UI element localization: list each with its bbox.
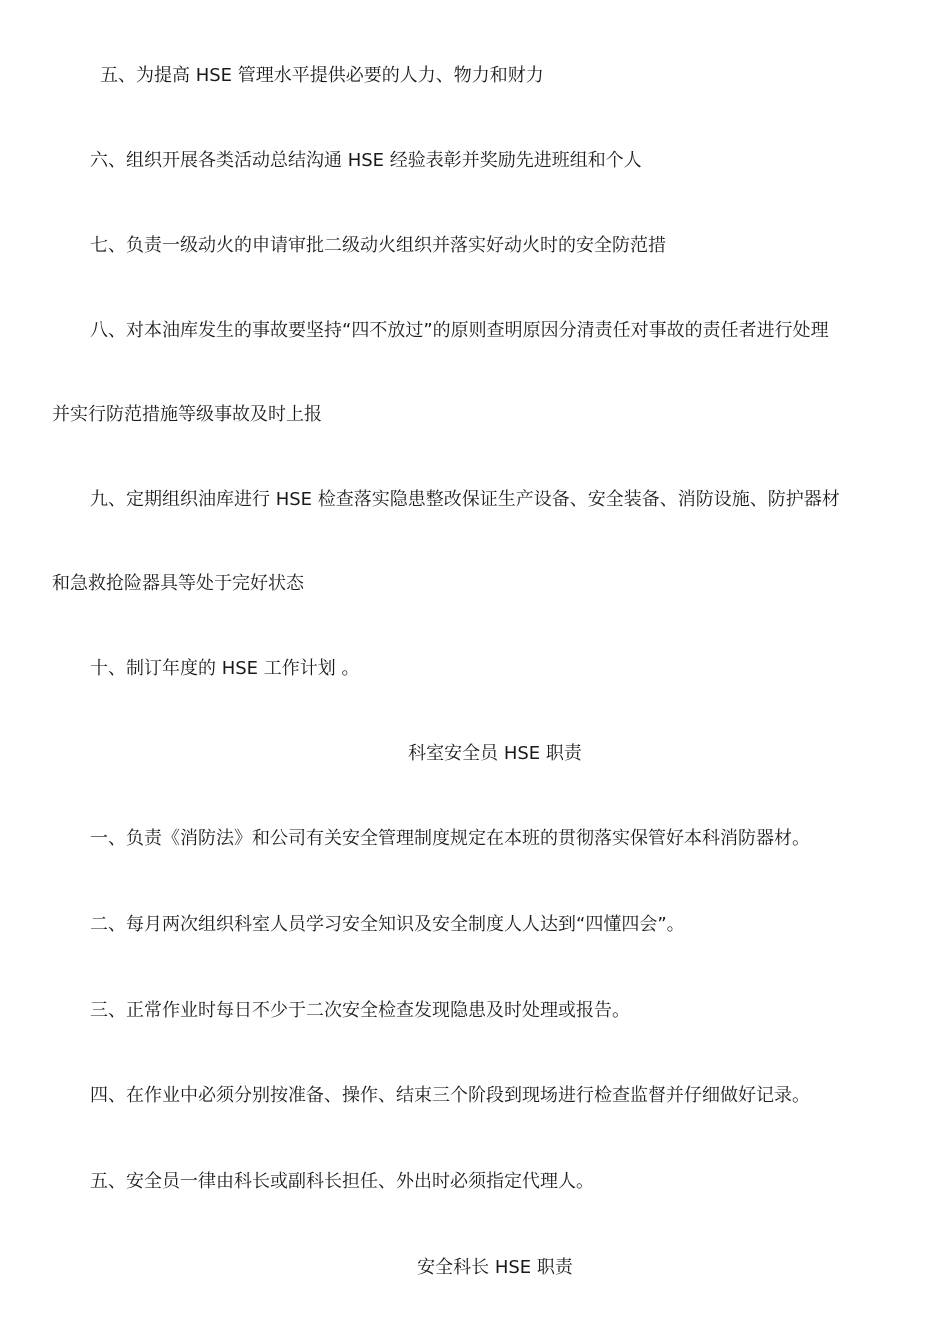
paragraph-item-5: 五、为提高 HSE 管理水平提供必要的人力、物力和财力 bbox=[100, 65, 544, 86]
paragraph-item-8: 八、对本油库发生的事故要坚持“四不放过”的原则查明原因分清责任对事故的责任者进行处理 bbox=[90, 320, 829, 341]
safety-officer-item-4: 四、在作业中必须分别按准备、操作、结束三个阶段到现场进行检查监督并仔细做好记录。 bbox=[90, 1085, 810, 1106]
section-title-safety-chief: 安全科长 HSE 职责 bbox=[417, 1257, 573, 1278]
paragraph-item-10: 十、制订年度的 HSE 工作计划 。 bbox=[90, 658, 360, 679]
paragraph-item-9: 九、定期组织油库进行 HSE 检查落实隐患整改保证生产设备、安全装备、消防设施、防护器材 bbox=[90, 489, 840, 510]
paragraph-item-7: 七、负责一级动火的申请审批二级动火组织并落实好动火时的安全防范措 bbox=[90, 235, 666, 256]
safety-officer-item-3: 三、正常作业时每日不少于二次安全检查发现隐患及时处理或报告。 bbox=[90, 1000, 630, 1021]
paragraph-item-8-continued: 并实行防范措施等级事故及时上报 bbox=[52, 404, 322, 425]
paragraph-item-9-continued: 和急救抢险器具等处于完好状态 bbox=[52, 573, 304, 594]
safety-officer-item-5: 五、安全员一律由科长或副科长担任、外出时必须指定代理人。 bbox=[90, 1171, 594, 1192]
safety-officer-item-1: 一、负责《消防法》和公司有关安全管理制度规定在本班的贯彻落实保管好本科消防器材。 bbox=[90, 828, 810, 849]
safety-officer-item-2: 二、每月两次组织科室人员学习安全知识及安全制度人人达到“四懂四会”。 bbox=[90, 914, 685, 935]
section-title-safety-officer: 科室安全员 HSE 职责 bbox=[408, 743, 582, 764]
paragraph-item-6: 六、组织开展各类活动总结沟通 HSE 经验表彰并奖励先进班组和个人 bbox=[90, 150, 642, 171]
